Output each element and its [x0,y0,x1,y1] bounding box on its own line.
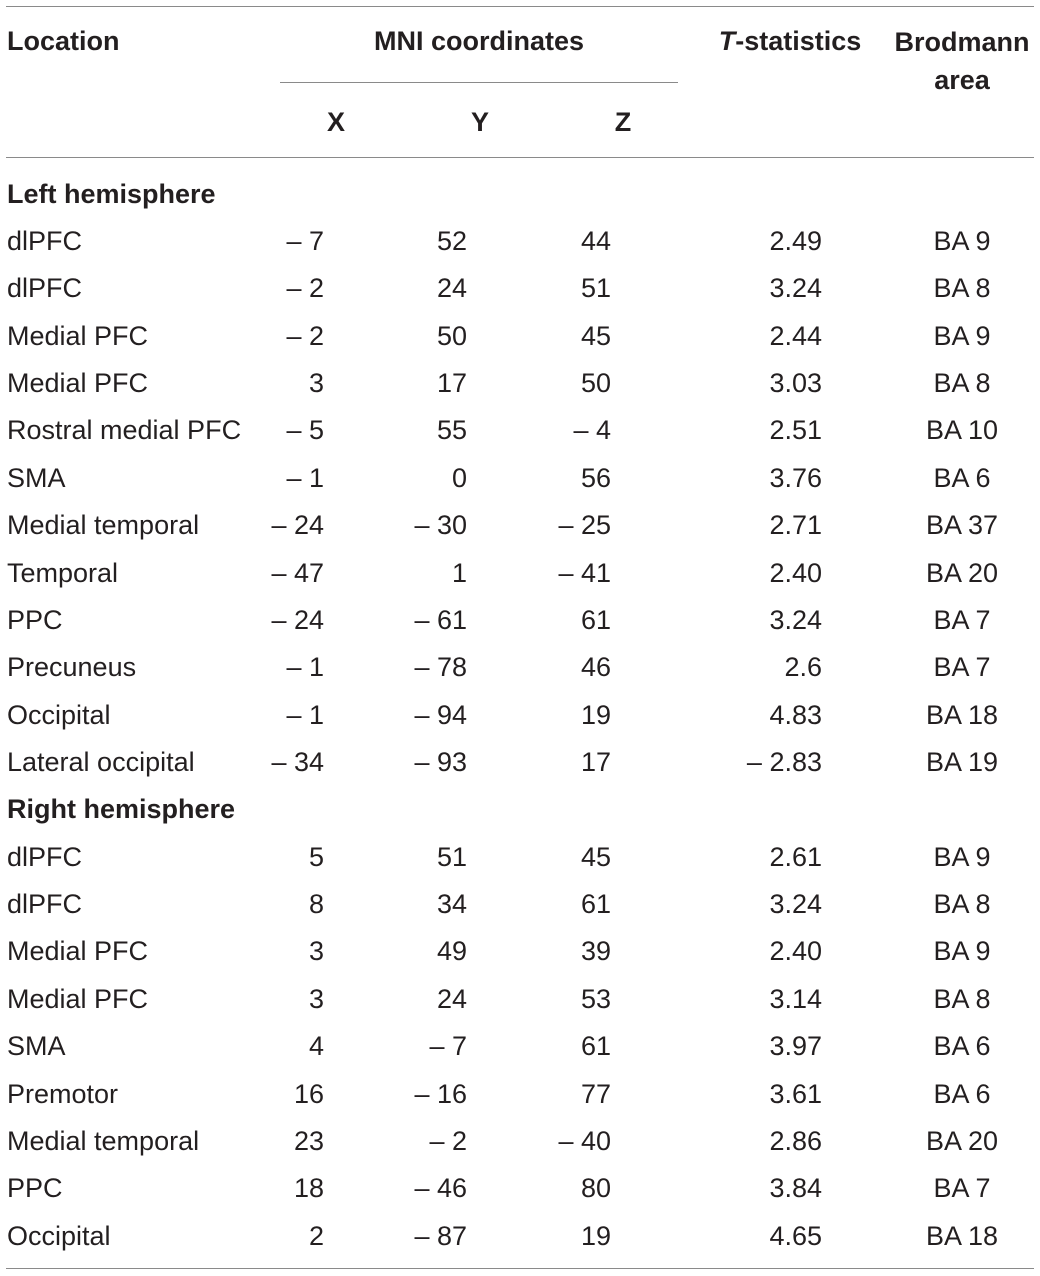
cell-brodmann-area: BA 18 [925,699,999,730]
cell-y: 50 [436,320,467,351]
cell-y: 17 [436,368,467,399]
cell-y: 24 [436,983,467,1014]
header-bottom-rule [6,157,1034,158]
cell-location: Temporal [7,557,119,588]
cell-y: 34 [436,889,467,920]
cell-x: 3 [308,368,324,399]
cell-location: dlPFC [7,273,83,304]
cell-t-statistic: 2.51 [769,415,822,446]
cell-x: – 1 [286,652,324,683]
cell-z: 45 [580,320,611,351]
table-row [0,738,1040,785]
cell-brodmann-area: BA 6 [933,1031,991,1062]
cell-x: – 1 [286,699,324,730]
table-row [0,502,1040,549]
cell-t-statistic: 3.03 [769,368,822,399]
cell-y: – 87 [414,1220,467,1251]
cell-x: – 34 [271,746,324,777]
cell-t-statistic: 4.83 [769,699,822,730]
section-header-row [0,786,1040,833]
cell-y: – 61 [414,604,467,635]
cell-z: 51 [580,273,611,304]
header-t-italic: T [718,26,736,56]
cell-y: 0 [451,462,467,493]
cell-t-statistic: 3.97 [769,1031,822,1062]
header-brodmann-line2: area [934,65,990,95]
cell-location: PPC [7,1173,63,1204]
mni-header-rule [280,82,678,83]
cell-location: dlPFC [7,889,83,920]
table-row [0,596,1040,643]
table-row [0,1212,1040,1259]
cell-x: 5 [308,841,324,872]
cell-t-statistic: 2.40 [769,936,822,967]
header-x: X [326,107,345,137]
cell-t-statistic: 3.24 [769,889,822,920]
cell-z: 19 [580,1220,611,1251]
cell-brodmann-area: BA 7 [933,604,991,635]
cell-x: 23 [293,1125,324,1156]
cell-y: – 94 [414,699,467,730]
cell-y: – 93 [414,746,467,777]
cell-z: 77 [580,1078,611,1109]
table-row [0,549,1040,596]
table-bottom-rule [6,1268,1034,1269]
cell-x: 4 [308,1031,324,1062]
header-y: Y [470,107,489,137]
cell-z: 61 [580,604,611,635]
cell-z: 50 [580,368,611,399]
cell-brodmann-area: BA 9 [933,226,991,257]
cell-t-statistic: 3.24 [769,604,822,635]
cell-z: 56 [580,462,611,493]
cell-x: 16 [293,1078,324,1109]
cell-y: 24 [436,273,467,304]
cell-location: SMA [7,1031,66,1062]
table-row [0,217,1040,264]
table-top-rule [6,6,1034,7]
cell-x: – 24 [271,604,324,635]
table-row [0,975,1040,1022]
section-title: Left hemisphere [7,178,216,209]
cell-z: – 41 [558,557,611,588]
cell-y: 52 [436,226,467,257]
cell-brodmann-area: BA 20 [925,1125,999,1156]
table-row [0,1070,1040,1117]
table-row [0,691,1040,738]
cell-x: 2 [308,1220,324,1251]
cell-brodmann-area: BA 7 [933,1173,991,1204]
cell-t-statistic: 4.65 [769,1220,822,1251]
cell-x: 3 [308,983,324,1014]
table-body [0,170,1040,1259]
cell-location: Medial PFC [7,368,149,399]
cell-brodmann-area: BA 6 [933,1078,991,1109]
table-row [0,1165,1040,1212]
cell-t-statistic: 3.76 [769,462,822,493]
cell-t-statistic: 2.86 [769,1125,822,1156]
section-header-row [0,170,1040,217]
cell-y: – 78 [414,652,467,683]
cell-t-statistic: 3.24 [769,273,822,304]
section-title: Right hemisphere [7,794,236,825]
cell-location: Medial temporal [7,510,200,541]
cell-brodmann-area: BA 9 [933,320,991,351]
cell-location: Precuneus [7,652,137,683]
cell-t-statistic: 2.71 [769,510,822,541]
table-row [0,833,1040,880]
table-row [0,880,1040,927]
cell-z: 19 [580,699,611,730]
cell-z: 61 [580,889,611,920]
cell-y: 51 [436,841,467,872]
cell-y: – 16 [414,1078,467,1109]
cell-t-statistic: 2.61 [769,841,822,872]
cell-t-statistic: 2.44 [769,320,822,351]
header-t-statistics [700,23,880,59]
cell-location: SMA [7,462,66,493]
cell-y: 49 [436,936,467,967]
cell-brodmann-area: BA 20 [925,557,999,588]
cell-y: 1 [451,557,467,588]
header-location: Location [7,26,120,56]
cell-y: 55 [436,415,467,446]
cell-t-statistic: 3.14 [769,983,822,1014]
cell-z: 46 [580,652,611,683]
cell-z: 17 [580,746,611,777]
cell-x: 8 [308,889,324,920]
table-row [0,644,1040,691]
cell-z: – 40 [558,1125,611,1156]
table-row [0,1022,1040,1069]
cell-x: – 7 [286,226,324,257]
cell-t-statistic: 2.49 [769,226,822,257]
cell-x: 3 [308,936,324,967]
cell-z: 53 [580,983,611,1014]
cell-brodmann-area: BA 10 [925,415,999,446]
cell-location: dlPFC [7,841,83,872]
header-brodmann-area [884,23,1040,99]
table-row [0,407,1040,454]
cell-location: Medial PFC [7,320,149,351]
cell-x: – 2 [286,320,324,351]
table-row [0,265,1040,312]
cell-brodmann-area: BA 37 [925,510,999,541]
header-t-rest: -statistics [735,26,862,56]
cell-location: Medial PFC [7,936,149,967]
cell-location: Lateral occipital [7,746,195,777]
cell-t-statistic: 2.40 [769,557,822,588]
cell-x: – 1 [286,462,324,493]
cell-x: – 2 [286,273,324,304]
cell-x: – 47 [271,557,324,588]
cell-t-statistic: 2.6 [784,652,822,683]
table-row [0,454,1040,501]
cell-brodmann-area: BA 9 [933,841,991,872]
table-row [0,312,1040,359]
cell-z: 61 [580,1031,611,1062]
cell-z: 44 [580,226,611,257]
cell-y: – 46 [414,1173,467,1204]
cell-y: – 30 [414,510,467,541]
cell-z: – 25 [558,510,611,541]
table-row [0,928,1040,975]
cell-y: – 2 [429,1125,467,1156]
cell-brodmann-area: BA 8 [933,273,991,304]
cell-location: Premotor [7,1078,119,1109]
cell-brodmann-area: BA 8 [933,368,991,399]
cell-location: Medial PFC [7,983,149,1014]
cell-location: Rostral medial PFC [7,415,242,446]
cell-z: 80 [580,1173,611,1204]
cell-t-statistic: – 2.83 [746,746,822,777]
cell-x: – 5 [286,415,324,446]
cell-x: 18 [293,1173,324,1204]
cell-brodmann-area: BA 8 [933,889,991,920]
cell-brodmann-area: BA 7 [933,652,991,683]
cell-brodmann-area: BA 18 [925,1220,999,1251]
table-row [0,359,1040,406]
cell-x: – 24 [271,510,324,541]
cell-z: 39 [580,936,611,967]
cell-location: Occipital [7,1220,111,1251]
cell-brodmann-area: BA 8 [933,983,991,1014]
cell-t-statistic: 3.61 [769,1078,822,1109]
cell-brodmann-area: BA 6 [933,462,991,493]
cell-z: – 4 [573,415,611,446]
cell-location: dlPFC [7,226,83,257]
cell-t-statistic: 3.84 [769,1173,822,1204]
cell-brodmann-area: BA 19 [925,746,999,777]
cell-location: Medial temporal [7,1125,200,1156]
table-row [0,1117,1040,1164]
cell-z: 45 [580,841,611,872]
cell-location: Occipital [7,699,111,730]
header-mni-coordinates: MNI coordinates [373,26,585,56]
cell-location: PPC [7,604,63,635]
header-brodmann-line1: Brodmann [894,27,1030,57]
cell-y: – 7 [429,1031,467,1062]
cell-brodmann-area: BA 9 [933,936,991,967]
header-z: Z [614,107,632,137]
